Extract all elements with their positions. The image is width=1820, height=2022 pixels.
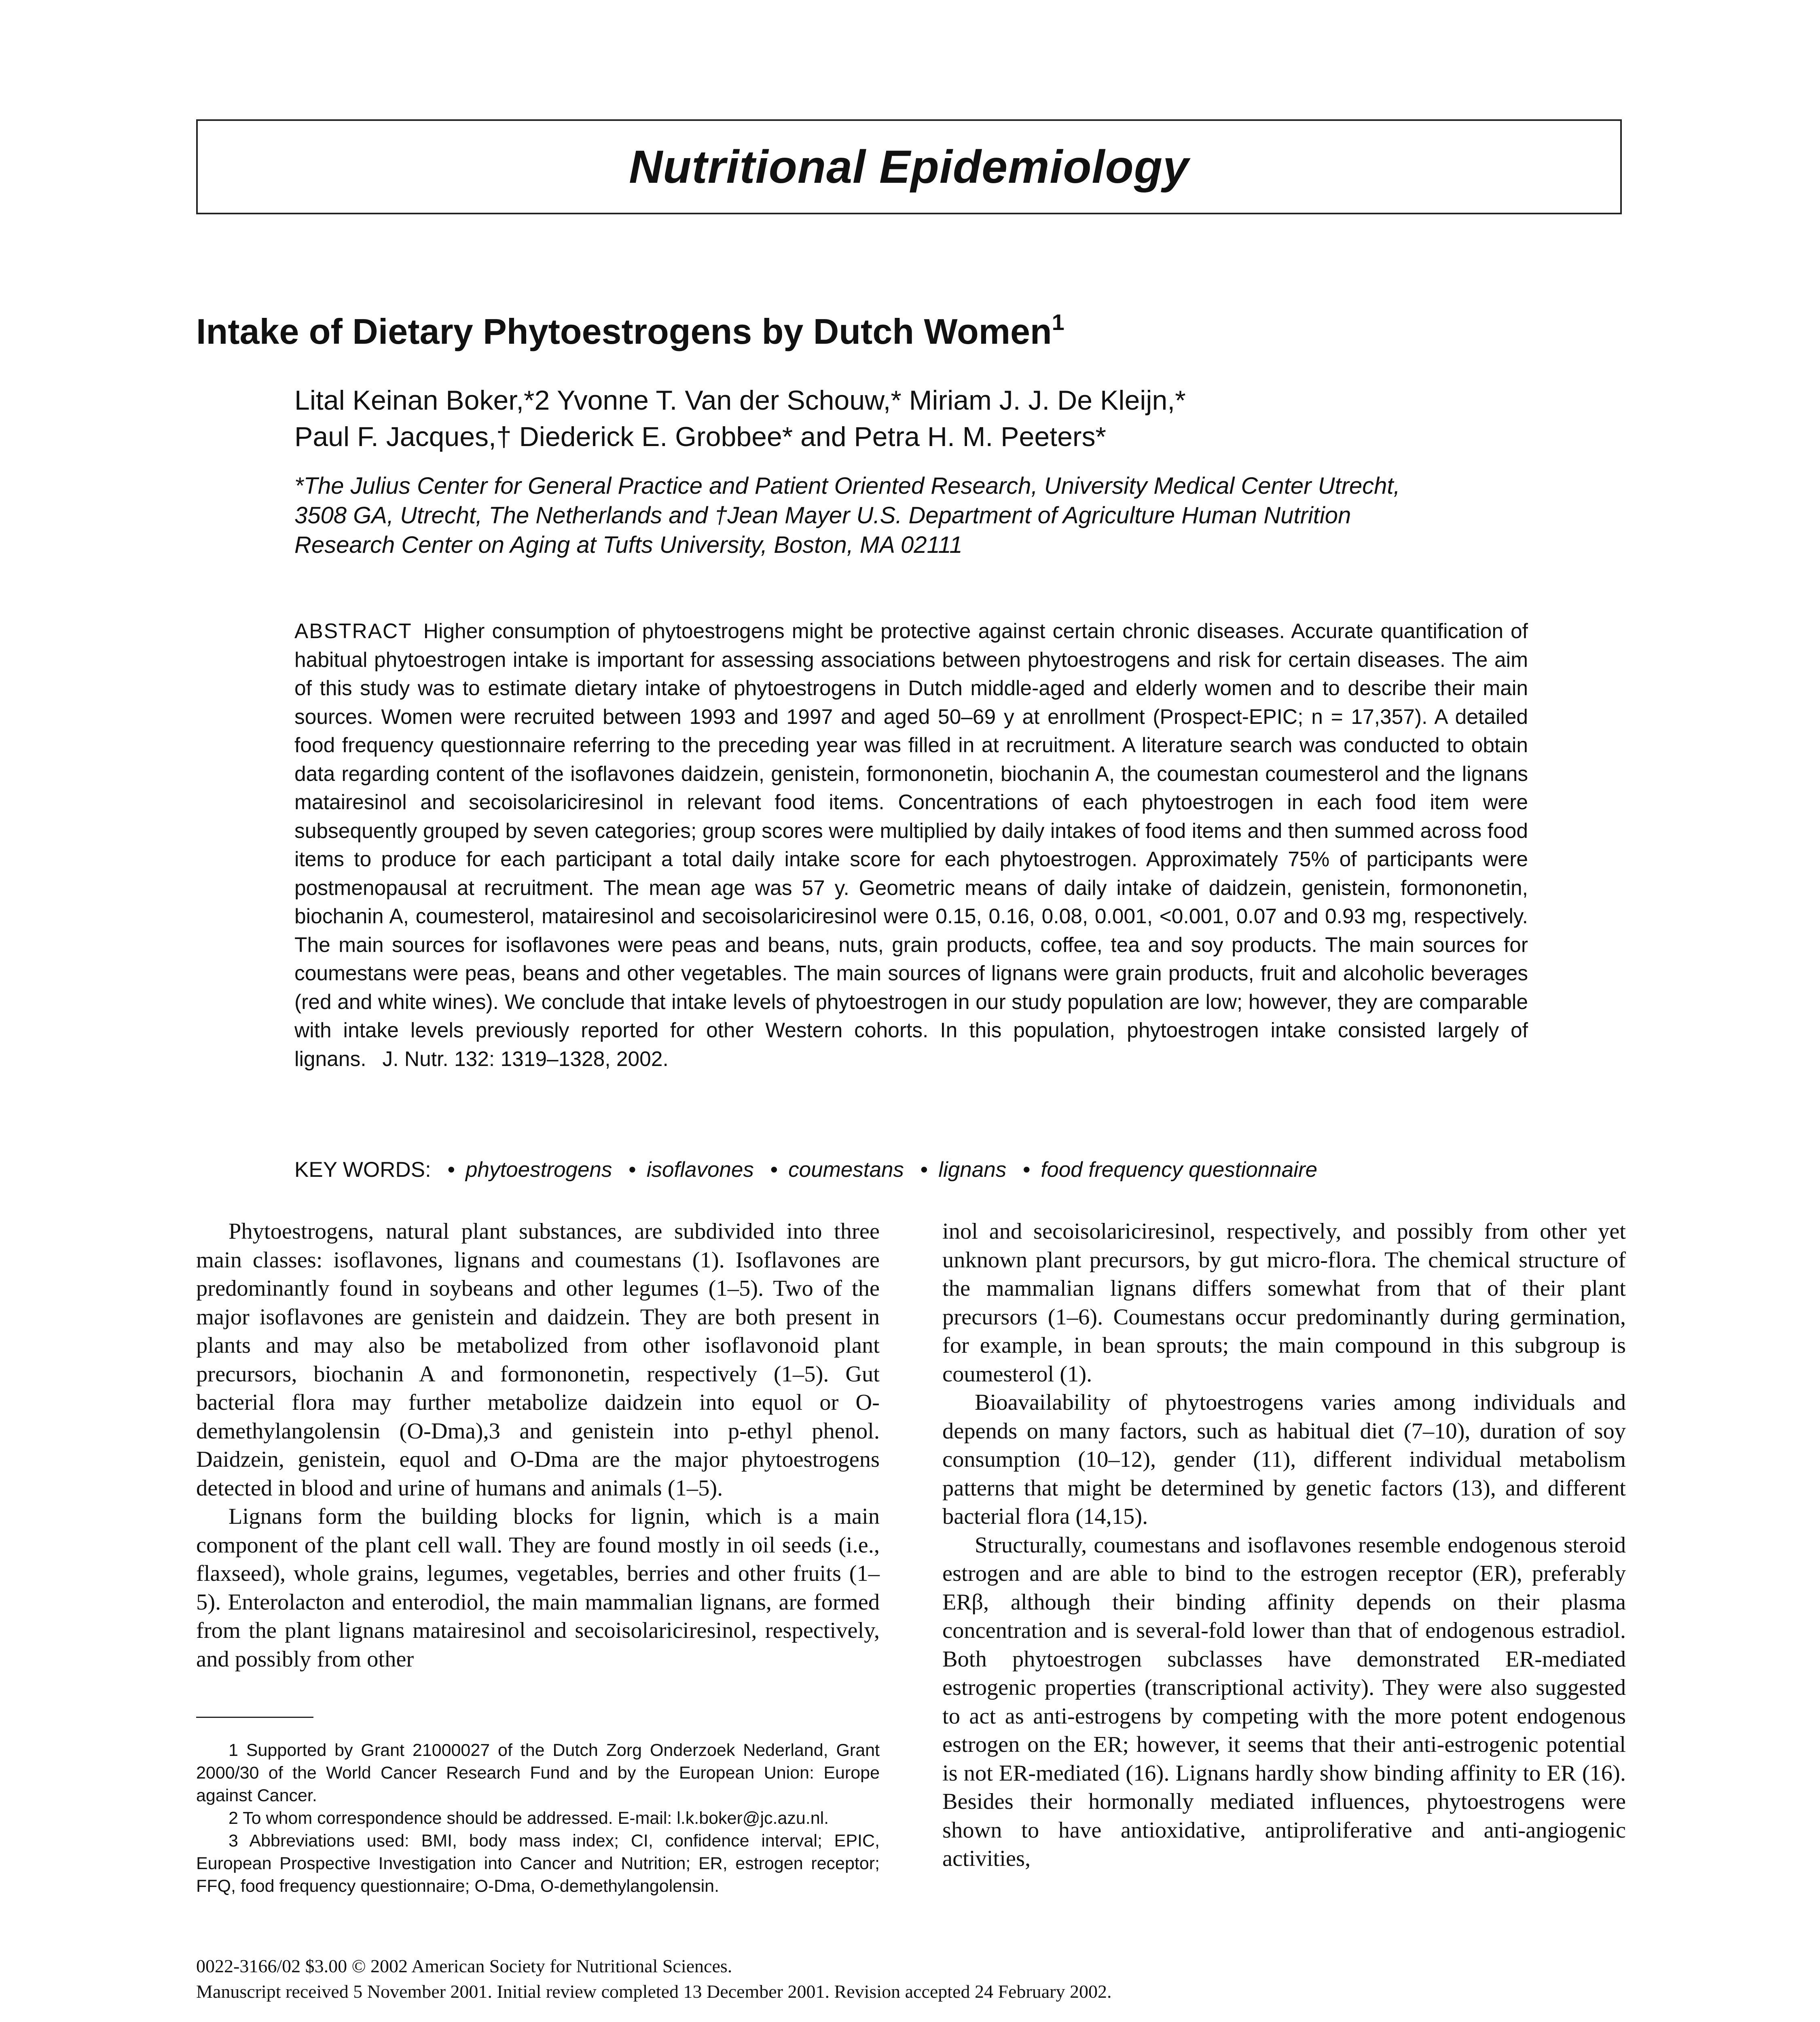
section-banner bbox=[196, 119, 1622, 214]
keyword: isoflavones bbox=[646, 1158, 754, 1182]
manuscript-history: Manuscript received 5 November 2001. Initial review completed 13 December 2001. Revision accepted 24 February 2002. bbox=[196, 1981, 1112, 2002]
body-paragraph: Bioavailability of phytoestrogens varies among individuals and depends on many factors, such as habitual diet (7–10), duration of soy consumption (10–12), gender (11), different individual metabolism patterns that might be determined by genetic factors (13), and different bacterial flora (14,15). bbox=[942, 1390, 1626, 1529]
abstract bbox=[294, 617, 1528, 1073]
body-column-left bbox=[196, 1217, 880, 1673]
author-list bbox=[294, 382, 1629, 455]
keyword: coumestans bbox=[788, 1158, 904, 1182]
footnote-divider bbox=[196, 1717, 313, 1718]
body-paragraph: Lignans form the building blocks for lignin, which is a main component of the plant cell wall. They are found mostly in oil seeds (i.e., flaxseed), whole grains, legumes, vegetables, berries and other fruits (1–5). Enterolacton and enterodiol, the main mammalian lignans, are formed from the plant lignans matairesinol and secoisolariciresinol, respectively, and possibly from other bbox=[196, 1504, 880, 1672]
copyright-block bbox=[196, 1953, 1612, 2004]
abstract-text: Higher consumption of phytoestrogens might be protective against certain chronic diseases. Accurate quantification of habitual phytoestrogen intake is important for assessing associations between phytoestrogens and risk for certain diseases. The aim of this study was to estimate dietary intake of phytoestrogens in Dutch middle-aged and elderly women and to describe their main sources. Women were recruited between 1993 and 1997 and aged 50–69 y at enrollment (Prospect-EPIC; n = 17,357). A detailed food frequency questionnaire referring to the preceding year was filled in at recruitment. A literature search was conducted to obtain data regarding content of the isoflavones daidzein, genistein, formononetin, biochanin A, the coumestan coumesterol and the lignans matairesinol and secoisolariciresinol in relevant food items. Concentrations of each phytoestrogen in each food item were subsequently grouped by seven categories; group scores were multiplied by daily intakes of food items and then summed across food items to produce for each participant a total daily intake score for each phytoestrogen. Approximately 75% of participants were postmenopausal at recruitment. The mean age was 57 y. Geometric means of daily intake of daidzein, genistein, formononetin, biochanin A, coumesterol, matairesinol and secoisolariciresinol were 0.15, 0.16, 0.08, 0.001, <0.001, 0.07 and 0.93 mg, respectively. The main sources for isoflavones were peas and beans, nuts, grain products, coffee, tea and soy products. The main sources for coumestans were peas, beans and other vegetables. The main sources of lignans were grain products, fruit and alcoholic beverages (red and white wines). We conclude that intake levels of phytoestrogen in our study population are low; however, they are comparable with intake levels previously reported for other Western cohorts. In this population, phytoestrogen intake consisted largely of lignans. bbox=[294, 619, 1528, 1070]
keyword: phytoestrogens bbox=[466, 1158, 612, 1182]
section-title: Nutritional Epidemiology bbox=[629, 141, 1189, 193]
keyword: lignans bbox=[938, 1158, 1007, 1182]
bullet-separator: • bbox=[1022, 1158, 1031, 1182]
bullet-separator: • bbox=[770, 1158, 778, 1182]
keyword: food frequency questionnaire bbox=[1041, 1158, 1318, 1182]
body-column-right bbox=[942, 1217, 1626, 1873]
body-paragraph: inol and secoisolariciresinol, respectively, and possibly from other yet unknown plant precursors, by gut micro-flora. The chemical structure of the mammalian lignans differs somewhat from that of their plant precursors (1–6). Coumestans occur predominantly during germination, for example, in bean sprouts; the main compound in this subgroup is coumesterol (1). bbox=[942, 1219, 1626, 1387]
body-paragraph: Phytoestrogens, natural plant substances, are subdivided into three main classes: isoflavones, lignans and coumestans (1). Isoflavones are predominantly found in soybeans and other legumes (1–5). Two of the major isoflavones are genistein and daidzein. They are both present in plants and may also be metabolized from other isoflavonoid plant precursors, biochanin A and formononetin, respectively (1–5). Gut bacterial flora may further metabolize daidzein into equol or O-demethylangolensin (O-Dma),3 and genistein into p-ethyl phenol. Daidzein, genistein, equol and O-Dma are the major phytoestrogens detected in blood and urine of humans and animals (1–5). bbox=[196, 1219, 880, 1501]
article-title-text: Intake of Dietary Phytoestrogens by Dutch Women bbox=[196, 311, 1052, 351]
bullet-separator: • bbox=[447, 1158, 455, 1182]
affiliation-line: *The Julius Center for General Practice and Patient Oriented Research, University Medical Center Utrecht, bbox=[294, 473, 1400, 499]
affiliation-line: 3508 GA, Utrecht, The Netherlands and †Jean Mayer U.S. Department of Agriculture Human Nutrition bbox=[294, 502, 1351, 529]
keywords bbox=[294, 1156, 1548, 1184]
affiliations bbox=[294, 471, 1621, 560]
article-title bbox=[196, 307, 1652, 356]
body-paragraph: Structurally, coumestans and isoflavones resemble endogenous steroid estrogen and are able to bind to the estrogen receptor (ER), preferably ERβ, although their binding affinity depends on their plasma concentration and is several-fold lower than that of endogenous estradiol. Both phytoestrogen subclasses have demonstrated ER-mediated estrogenic properties (transcriptional activity). They were also suggested to act as anti-estrogens by competing with the more potent endogenous estrogen on the ER; however, it seems that their anti-estrogenic potential is not ER-mediated (16). Lignans hardly show binding affinity to ER (16). Besides their hormonally mediated influences, phytoestrogens were shown to have antioxidative, antiproliferative and anti-angiogenic activities, bbox=[942, 1532, 1626, 1871]
journal-citation: J. Nutr. 132: 1319–1328, 2002. bbox=[382, 1047, 669, 1070]
copyright-line: 0022-3166/02 $3.00 © 2002 American Society for Nutritional Sciences. bbox=[196, 1956, 732, 1976]
author-line: Paul F. Jacques,† Diederick E. Grobbee* and Petra H. M. Peeters* bbox=[294, 421, 1106, 452]
keywords-label: KEY WORDS: bbox=[294, 1158, 431, 1182]
bullet-separator: • bbox=[629, 1158, 636, 1182]
affiliation-line: Research Center on Aging at Tufts University, Boston, MA 02111 bbox=[294, 532, 963, 558]
title-footnote-marker: 1 bbox=[1052, 309, 1064, 335]
footnote: 3 Abbreviations used: BMI, body mass index; CI, confidence interval; EPIC, European Prospective Investigation into Cancer and Nutrition; ER, estrogen receptor; FFQ, food frequency questionnaire; O-Dma, O-demethylangolensin. bbox=[196, 1831, 880, 1896]
footnote: 2 To whom correspondence should be addressed. E-mail: l.k.boker@jc.azu.nl. bbox=[229, 1808, 829, 1828]
footnote: 1 Supported by Grant 21000027 of the Dutch Zorg Onderzoek Nederland, Grant 2000/30 of the World Cancer Research Fund and by the European Union: Europe against Cancer. bbox=[196, 1741, 880, 1805]
author-line: Lital Keinan Boker,*2 Yvonne T. Van der Schouw,* Miriam J. J. De Kleijn,* bbox=[294, 385, 1186, 416]
abstract-label: ABSTRACT bbox=[294, 619, 412, 643]
footnotes bbox=[196, 1739, 880, 1897]
bullet-separator: • bbox=[920, 1158, 928, 1182]
